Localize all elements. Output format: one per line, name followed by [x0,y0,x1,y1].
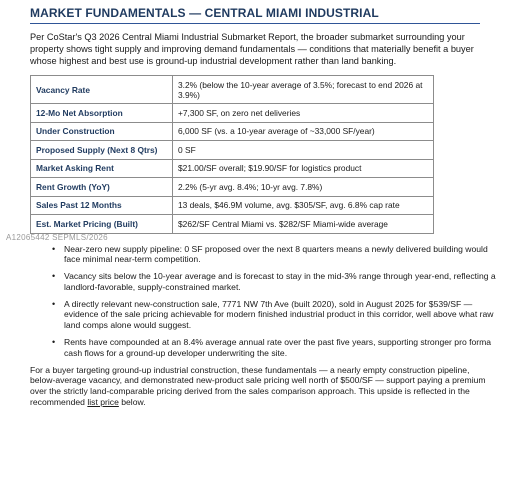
list-item [52,244,496,266]
mls-watermark: A12065442 SEPMLS/2026 [6,233,108,242]
list-price-link[interactable]: list price [87,397,119,408]
bullet-list [30,244,496,359]
table-row [31,178,434,197]
closing-text-end: below. [118,397,146,408]
table-row [31,215,434,234]
bullet-text: Vacancy sits below the 10-year average and is forecast to stay in the mid-3% range through year-end, reflecting a landlord-favorable, supply-constrained market. [64,271,496,292]
table-row [31,159,434,178]
row-label: Market Asking Rent [31,159,173,178]
closing-text: For a buyer targeting ground-up industrial construction, these fundamentals — a nearly empty construction pipeline, below-average vacancy, and demonstrated new-product sale pricing well north of $500/SF — support paying a premium over the strictly land-comparable pricing derived from the sales comparison approach. This upside is reflected in the recommended [30,364,486,408]
row-label: Under Construction [31,122,173,141]
bullet-text: A directly relevant new-construction sale, 7771 NW 7th Ave (built 2020), sold in August 2025 for $539/SF — evidence of the sale pricing achievable for modern finished industrial product in this corridor, well above what raw land comps alone would suggest. [64,298,494,331]
fundamentals-table [30,75,434,234]
table-row [31,104,434,123]
row-value: $262/SF Central Miami vs. $282/SF Miami-wide average [173,215,434,234]
row-value: +7,300 SF, on zero net deliveries [173,104,434,123]
row-value: 3.2% (below the 10-year average of 3.5%; forecast to end 2026 at 3.9%) [173,76,434,104]
table-row [31,196,434,215]
section-heading: MARKET FUNDAMENTALS — CENTRAL MIAMI INDUSTRIAL [30,6,480,24]
row-value: 6,000 SF (vs. a 10-year average of ~33,000 SF/year) [173,122,434,141]
row-value: 13 deals, $46.9M volume, avg. $305/SF, avg. 6.8% cap rate [173,196,434,215]
row-value: $21.00/SF overall; $19.90/SF for logistics product [173,159,434,178]
list-item [52,337,496,359]
row-value: 0 SF [173,141,434,160]
table-row [31,122,434,141]
list-item [52,299,496,331]
bullet-icon: • [52,298,56,309]
table-row [31,76,434,104]
row-label: 12-Mo Net Absorption [31,104,173,123]
bullet-icon: • [52,243,56,254]
row-label: Est. Market Pricing (Built) [31,215,173,234]
bullet-icon: • [52,337,56,348]
bullet-icon: • [52,271,56,282]
list-item [52,271,496,293]
row-label: Proposed Supply (Next 8 Qtrs) [31,141,173,160]
row-label: Rent Growth (YoY) [31,178,173,197]
table-row [31,141,434,160]
intro-paragraph: Per CoStar's Q3 2026 Central Miami Industrial Submarket Report, the broader submarket surrounding your property shows tight supply and improving demand fundamentals — conditions that materially benefit a buyer whose highest and best use is ground-up industrial development rather than land banking. [30,32,474,66]
bullet-text: Rents have compounded at an 8.4% average annual rate over the past five years, supporting stronger pro forma cash flows for a ground-up developer underwriting the site. [64,337,492,358]
closing-paragraph [30,365,496,408]
bullet-text: Near-zero new supply pipeline: 0 SF proposed over the next 8 quarters means a newly delivered building would face minimal near-term competition. [64,243,488,265]
row-label: Vacancy Rate [31,76,173,104]
row-value: 2.2% (5-yr avg. 8.4%; 10-yr avg. 7.8%) [173,178,434,197]
row-label: Sales Past 12 Months [31,196,173,215]
